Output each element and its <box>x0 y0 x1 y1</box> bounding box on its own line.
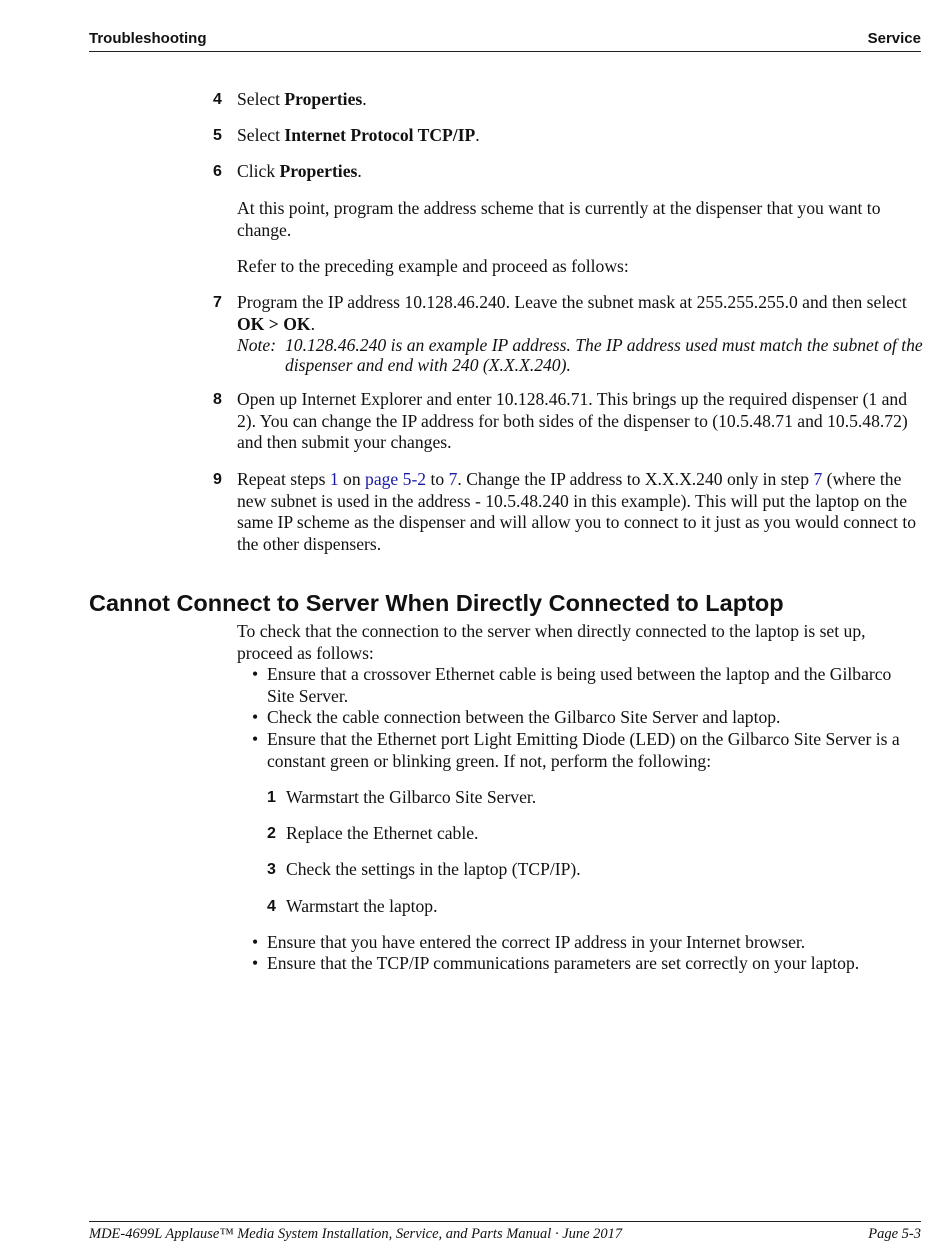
section-heading: Cannot Connect to Server When Directly Connected to Laptop <box>89 590 784 616</box>
step-link[interactable]: 1 <box>329 469 339 489</box>
note-label: Note: <box>237 335 277 355</box>
step-number: 5 <box>213 127 222 144</box>
step-number: 8 <box>213 391 222 408</box>
step-text: Open up Internet Explorer and enter 10.128.46.71. This brings up the required dispenser (1 and 2). You can change the IP address for both sides of the dispenser to (10.5.48.71 and 10.5.48.72) and then submit your changes. <box>237 389 908 452</box>
note-body: 10.128.46.240 is an example IP address. The IP address used must match the subnet of the dispenser and end with 240 (X.X.X.240). <box>285 335 923 375</box>
substep-text: Check the settings in the laptop (TCP/IP). <box>286 859 581 879</box>
bullet-text: Check the cable connection between the Gilbarco Site Server and laptop. <box>267 707 781 727</box>
bullet-marker: • <box>252 729 259 749</box>
step-text: Repeat steps 1 on page 5-2 to 7. Change the IP address to X.X.X.240 only in step 7 (where the new subnet is used in the address - 10.5.48.240 in this example). This will put the laptop on the same IP scheme as the dispenser and will allow you to connect to it just as you would connect to the other dispensers. <box>237 469 917 554</box>
step-number: 4 <box>213 91 222 108</box>
footer-divider <box>89 1221 921 1222</box>
bullet-text: Ensure that the Ethernet port Light Emitting Diode (LED) on the Gilbarco Site Server is a constant green or blinking green. If not, perform the following: <box>267 729 900 771</box>
substep-text: Warmstart the Gilbarco Site Server. <box>286 787 537 807</box>
bullet-marker: • <box>252 953 259 973</box>
footer-document-title: MDE-4699L Applause™ Media System Installation, Service, and Parts Manual · June 2017 <box>89 1226 623 1242</box>
substep-text: Warmstart the laptop. <box>286 896 438 916</box>
substep-number: 4 <box>267 898 276 915</box>
bullet-text: Ensure that a crossover Ethernet cable is being used between the laptop and the Gilbarco Site Server. <box>267 664 892 706</box>
page-link[interactable]: page 5-2 <box>365 469 427 489</box>
bullet-marker: • <box>252 932 259 952</box>
bullet-text: Ensure that you have entered the correct IP address in your Internet browser. <box>267 932 806 952</box>
step-number: 7 <box>213 294 222 311</box>
bullet-marker: • <box>252 664 259 684</box>
bullet-text: Ensure that the TCP/IP communications parameters are set correctly on your laptop. <box>267 953 860 973</box>
step-link[interactable]: 7 <box>813 469 823 489</box>
substep-number: 3 <box>267 861 276 878</box>
step-number: 6 <box>213 163 222 180</box>
step-text: Click Properties. <box>237 161 362 181</box>
running-header-title: Troubleshooting <box>89 30 207 47</box>
substep-number: 1 <box>267 789 276 806</box>
running-header-section: Service <box>867 30 921 47</box>
substep-text: Replace the Ethernet cable. <box>286 823 479 843</box>
step-number: 9 <box>213 471 222 488</box>
section-intro: To check that the connection to the server when directly connected to the laptop is set up, proceed as follows: <box>237 621 866 663</box>
instruction-paragraph: Refer to the preceding example and proceed as follows: <box>237 256 629 276</box>
substep-number: 2 <box>267 825 276 842</box>
step-text: Select Properties. <box>237 89 367 109</box>
step-link[interactable]: 7 <box>448 469 458 489</box>
bullet-marker: • <box>252 707 259 727</box>
step-text: Select Internet Protocol TCP/IP. <box>237 125 480 145</box>
step-text: Program the IP address 10.128.46.240. Leave the subnet mask at 255.255.255.0 and then select OK > OK. <box>237 292 907 334</box>
header-divider <box>89 51 921 52</box>
footer-page-number: Page 5-3 <box>868 1226 921 1242</box>
instruction-paragraph: At this point, program the address scheme that is currently at the dispenser that you want to change. <box>237 198 881 240</box>
